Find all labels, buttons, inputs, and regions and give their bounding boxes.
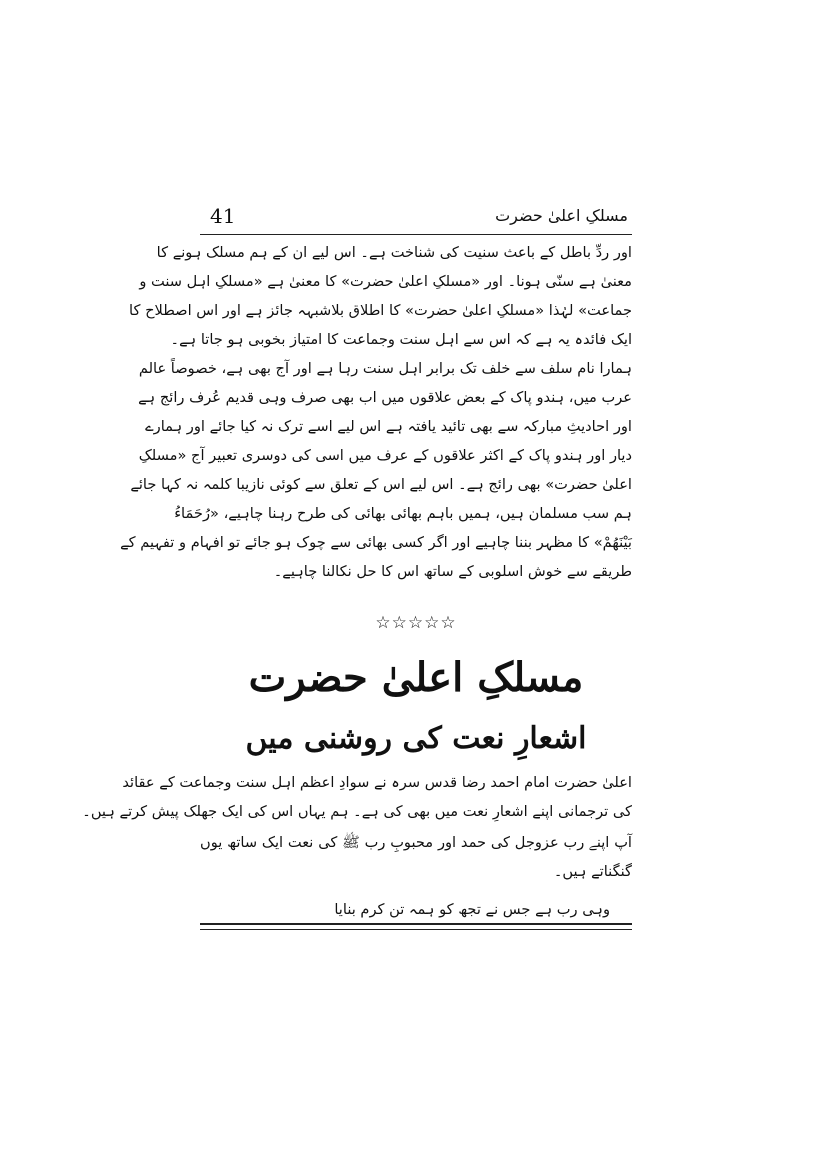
- paragraph-line: اعلیٰ حضرت امام احمد رضا قدس سرہ نے سوادِ اعظم اہل سنت وجماعت کے عقائد: [122, 774, 632, 791]
- paragraph-line: معنیٰ ہے سنّی ہونا۔ اور «مسلکِ اعلیٰ حضرت» کا معنیٰ ہے «مسلکِ اہل سنت و: [139, 273, 632, 290]
- paragraph-line: اعلیٰ حضرت» بھی رائج ہے۔ اس لیے اس کے تعلق سے کوئی نازیبا کلمہ نہ کہا جائے: [130, 476, 632, 493]
- footer-rule: [200, 929, 632, 930]
- paragraph-1: [129, 238, 632, 354]
- page-number: 41: [210, 204, 236, 228]
- paragraph-line: بَيْنَهُمْ» کا مظہر بننا چاہیے اور اگر کسی بھائی سے چوک ہو جائے تو افہام و تفہیم کے: [120, 534, 632, 551]
- verse-line: وہی رب ہے جس نے تجھ کو ہمہ تن کرم بنایا: [334, 901, 610, 918]
- paragraph-line: ہم سب مسلمان ہیں، ہمیں باہم بھائی بھائی کی طرح رہنا چاہیے، «رُحَمَاءُ: [174, 505, 632, 522]
- paragraph-line: اور احادیثِ مبارکہ سے بھی تائید یافتہ ہے اس لیے اسے ترک نہ کیا جائے اور ہمارے: [145, 418, 632, 435]
- paragraph-line: ایک فائدہ یہ ہے کہ اس سے اہل سنت وجماعت کا امتیاز بخوبی ہو جاتا ہے۔: [170, 331, 632, 348]
- paragraph-line: ہمارا نام سلف سے خلف تک برابر اہل سنت رہا ہے اور آج بھی ہے، خصوصاً عالم: [138, 360, 632, 377]
- page-header: [200, 203, 632, 231]
- section-subtitle: اشعارِ نعت کی روشنی میں: [245, 721, 587, 756]
- paragraph-4: [82, 768, 632, 826]
- paragraph-line: آپ اپنے رب عزوجل کی حمد اور محبوبِ رب ﷺ کی نعت ایک ساتھ یوں: [200, 834, 632, 851]
- paragraph-3: [120, 499, 632, 586]
- section-title: مسلکِ اعلیٰ حضرت: [248, 654, 584, 701]
- header-rule: [200, 234, 632, 235]
- paragraph-line: گنگناتے ہیں۔: [553, 863, 632, 880]
- paragraph-line: عرب میں، ہندو پاک کے بعض علاقوں میں اب بھی صرف وہی قدیم عُرف رائج ہے: [138, 389, 632, 406]
- paragraph-line: دیار اور ہندو پاک کے اکثر علاقوں کے عرف میں اسی کی دوسری تعبیر آج «مسلکِ: [138, 447, 632, 464]
- star-separator: ☆☆☆☆☆: [375, 613, 457, 633]
- running-title: مسلکِ اعلیٰ حضرت: [495, 206, 628, 225]
- paragraph-line: اور ردِّ باطل کے باعث سنیت کی شناخت ہے۔ اس لیے ان کے ہم مسلک ہونے کا: [156, 244, 632, 261]
- paragraph-line: جماعت» لہٰذا «مسلکِ اعلیٰ حضرت» کا اطلاق بلاشبہہ جائز ہے اور اس اصطلاح کا: [129, 302, 632, 319]
- footer-rule: [200, 923, 632, 925]
- paragraph-line: طریقے سے خوش اسلوبی کے ساتھ اس کا حل نکالنا چاہیے۔: [273, 563, 632, 580]
- verse: [200, 897, 632, 923]
- paragraph-line: کی ترجمانی اپنے اشعارِ نعت میں بھی کی ہے۔ ہم یہاں اس کی ایک جھلک پیش کرتے ہیں۔: [82, 803, 632, 820]
- paragraph-2: [130, 354, 632, 499]
- paragraph-5: [200, 828, 632, 886]
